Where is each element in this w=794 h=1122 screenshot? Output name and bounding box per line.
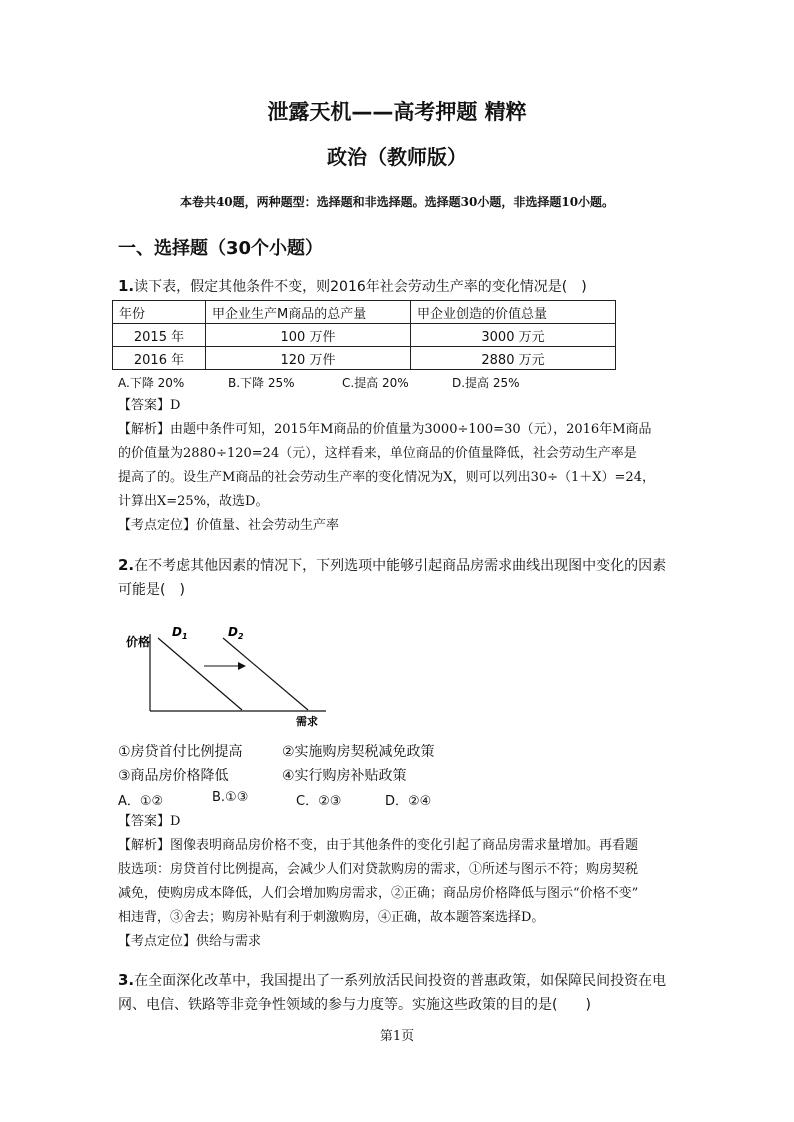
table-cell: 120 万件 — [206, 347, 411, 370]
document-title: 泄露天机——高考押题 精粹 — [267, 100, 527, 124]
answer-line: 【答案】D — [118, 814, 181, 829]
question-text: 网、电信、铁路等非竞争性领域的参与力度等。实施这些政策的目的是( ) — [118, 997, 591, 1013]
analysis-line: 提高了的。设生产M商品的社会劳动生产率的变化情况为X，则可以列出30÷（1＋X）=24， — [118, 470, 655, 485]
analysis-line: 肢选项：房贷首付比例提高，会减少人们对贷款购房的需求，①所述与图示不符；购房契税 — [118, 862, 639, 877]
exam-intro: 本卷共40题，两种题型：选择题和非选择题。选择题30小题，非选择题10小题。 — [179, 195, 615, 209]
item-4: ④实行购房补贴政策 — [282, 768, 407, 784]
y-axis-label: 价格 — [126, 635, 151, 649]
question-1-solution — [118, 394, 688, 538]
table-header-cell: 甲企业创造的价值总量 — [411, 301, 616, 324]
answer-line: 【答案】D — [118, 398, 181, 413]
option-b: B.①③ — [212, 790, 249, 805]
demand-curve-d2 — [223, 638, 308, 710]
question-text: 读下表，假定其他条件不变，则2016年社会劳动生产率的变化情况是( ) — [134, 279, 587, 295]
analysis-line: 【解析】图像表明商品房价格不变，由于其他条件的变化引起了商品房需求量增加。再看题 — [118, 838, 639, 853]
option-b: B.下降 25% — [228, 376, 295, 390]
section-title: 一、选择题（30个小题） — [118, 238, 324, 259]
question-text: 可能是( ) — [118, 582, 185, 598]
demand-curve-d1 — [158, 638, 242, 710]
option-d: D.提高 25% — [452, 376, 520, 390]
item-2: ②实施购房契税减免政策 — [282, 744, 435, 760]
option-a: A.下降 20% — [118, 376, 185, 390]
option-c: C．②③ — [296, 794, 342, 809]
curve-label-d2: $D_2$ — [228, 625, 244, 641]
table-header-cell: 年份 — [113, 301, 206, 324]
curve-label-d1: $D_1$ — [172, 625, 188, 641]
question-text: 在不考虑其他因素的情况下，下列选项中能够引起商品房需求曲线出现图中变化的因素 — [134, 558, 667, 574]
question-1-stem — [118, 274, 688, 299]
item-3: ③商品房价格降低 — [118, 768, 229, 784]
arrow-head — [238, 662, 246, 670]
table-cell: 2015 年 — [113, 324, 206, 347]
table-row — [113, 324, 616, 347]
option-d: D．②④ — [385, 794, 432, 809]
analysis-line: 相违背，③舍去；购房补贴有利于刺激购房，④正确，故本题答案选择D。 — [118, 910, 545, 925]
demand-curve-graph — [118, 618, 338, 733]
table-cell: 3000 万元 — [411, 324, 616, 347]
analysis-line: 减免，使购房成本降低，人们会增加购房需求，②正确；商品房价格降低与图示“价格不变” — [118, 886, 639, 901]
knowledge-point: 【考点定位】供给与需求 — [118, 934, 262, 949]
analysis-line: 的价值量为2880÷120=24（元），这样看来，单位商品的价值量降低，社会劳动生产率是 — [118, 446, 637, 461]
option-a: A．①② — [118, 794, 164, 809]
question-number: 1. — [118, 277, 135, 295]
question-number: 3. — [118, 971, 135, 989]
table-header-row — [113, 301, 616, 324]
table-header-cell: 甲企业生产M商品的总产量 — [206, 301, 411, 324]
item-1: ①房贷首付比例提高 — [118, 744, 243, 760]
question-2-stem — [118, 553, 688, 602]
option-c: C.提高 20% — [342, 376, 409, 390]
x-axis-label: 需求 — [296, 715, 318, 728]
question-2-solution — [118, 810, 688, 954]
knowledge-point: 【考点定位】价值量、社会劳动生产率 — [118, 518, 340, 533]
document-subtitle: 政治（教师版） — [327, 145, 467, 169]
table-cell: 2016 年 — [113, 347, 206, 370]
question-3-stem — [118, 968, 688, 1017]
table-cell: 100 万件 — [206, 324, 411, 347]
question-text: 在全面深化改革中，我国提出了一系列放活民间投资的普惠政策，如保障民间投资在电 — [134, 973, 667, 989]
page-number: 第1页 — [379, 1029, 415, 1044]
analysis-line: 【解析】由题中条件可知，2015年M商品的价值量为3000÷100=30（元），2016年M商品 — [118, 422, 652, 437]
table-cell: 2880 万元 — [411, 347, 616, 370]
table-row — [113, 347, 616, 370]
question-number: 2. — [118, 556, 135, 574]
data-table — [112, 300, 616, 370]
analysis-line: 计算出X=25%，故选D。 — [118, 494, 269, 509]
question-1-options — [118, 374, 520, 391]
